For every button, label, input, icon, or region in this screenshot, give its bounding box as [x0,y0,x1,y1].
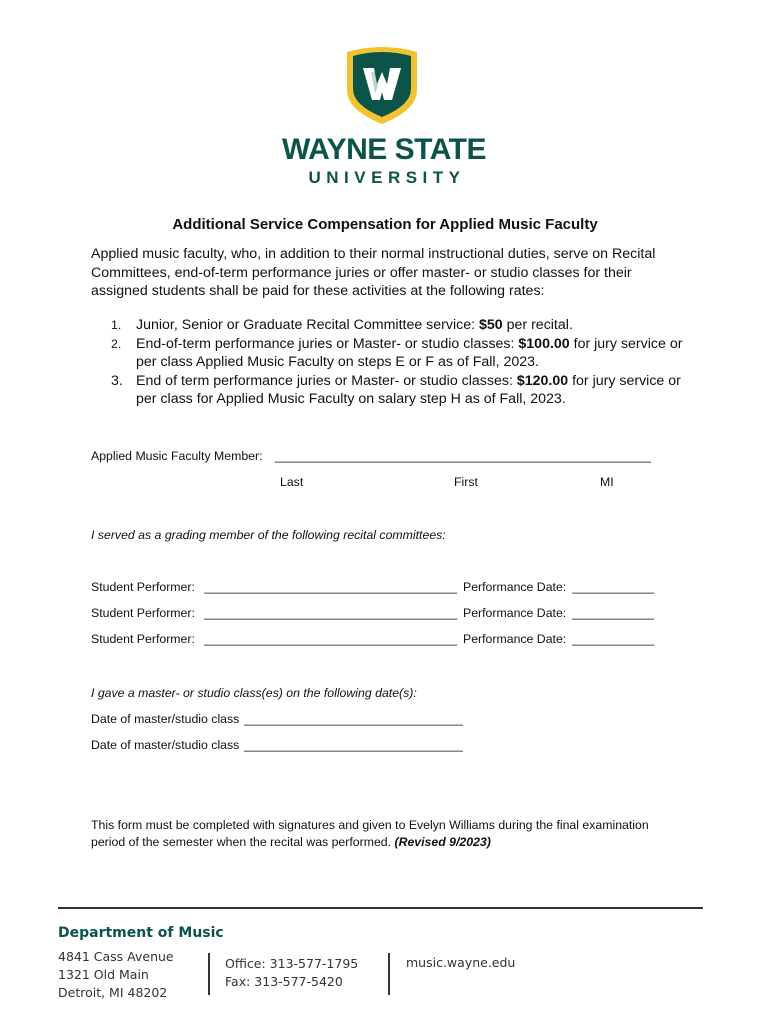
student-performer-label: Student Performer: [91,580,195,594]
rate-text: End of term performance juries or Master- or studio classes: [136,372,517,389]
rate-item [91,316,691,335]
address-line: 1321 Old Main [58,967,149,982]
master-class-heading: I gave a master- or studio class(es) on the following date(s): [91,686,417,700]
student-performer-field[interactable]: _____________________________________ [204,606,458,620]
master-class-date-field[interactable]: ________________________________ [244,738,463,752]
rate-text: for jury service or per class Applied Music Faculty on steps E or F as of Fall, 2023. [136,335,683,370]
rate-amount: $100.00 [518,335,570,352]
revised-date: (Revised 9/2023) [394,835,491,849]
first-name-caption: First [454,475,478,489]
rate-item [91,372,691,409]
rate-text: per recital. [502,317,573,333]
student-performer-field[interactable]: _____________________________________ [204,580,458,594]
rate-text: Junior, Senior or Graduate Recital Committee service: [136,317,480,333]
performance-date-label: Performance Date: [463,632,567,646]
rate-number: 2. [111,336,122,351]
footer-address [58,948,174,1002]
performance-date-label: Performance Date: [463,580,567,594]
rate-number: 3. [111,372,123,389]
wordmark-line1: WAYNE STATE [282,133,486,166]
performance-date-field[interactable]: ____________ [572,606,655,620]
wayne-state-shield-logo-icon [344,44,420,124]
master-class-date-field[interactable]: ________________________________ [244,712,463,726]
rates-list [91,316,691,409]
form-title: Additional Service Compensation for Applied Music Faculty [172,216,598,233]
department-name: Department of Music [58,925,224,941]
address-line: 4841 Cass Avenue [58,949,174,964]
performance-date-label: Performance Date: [463,606,567,620]
rate-amount: $120.00 [516,372,569,389]
office-phone: Office: 313-577-1795 [225,956,359,971]
student-performer-label: Student Performer: [91,606,195,620]
rate-text: for jury service or per class for Applied Music Faculty on salary step H as of Fall, 2023. [136,372,681,407]
rate-amount: $50 [479,317,503,333]
footer-divider [58,907,703,909]
last-name-caption: Last [280,475,304,489]
university-wordmark [276,134,492,188]
address-line: Detroit, MI 48202 [58,985,168,1000]
master-class-date-label: Date of master/studio class [91,738,240,752]
website-link[interactable]: music.wayne.edu [406,955,516,970]
rate-text: End-of-term performance juries or Master- or studio classes: [136,335,519,352]
footer-contact [225,955,358,991]
intro-paragraph: Applied music faculty, who, in addition to their normal instructional duties, serve on Recital Committees, end-of-term performance juries or offer master- or studio classes for their assigned students shall be paid for these activities at the following rates: [91,246,656,299]
fax-number: Fax: 313-577-5420 [225,974,343,989]
middle-initial-caption: MI [600,475,614,489]
faculty-member-field[interactable]: _______________________________________________________ [275,449,652,463]
footer-separator [208,953,210,995]
recital-heading: I served as a grading member of the following recital committees: [91,528,446,542]
rate-item [91,335,691,372]
wordmark-line2: UNIVERSITY [308,168,466,187]
footer-separator [388,953,390,995]
performance-date-field[interactable]: ____________ [572,580,655,594]
submission-note [91,817,681,851]
note-text: This form must be completed with signatures and given to Evelyn Williams during the final examination period of the semester when the recital was performed. [91,818,649,849]
faculty-member-label: Applied Music Faculty Member: [91,449,263,463]
rate-number: 1. [111,318,122,332]
performance-date-field[interactable]: ____________ [572,632,655,646]
student-performer-field[interactable]: _____________________________________ [204,632,458,646]
student-performer-label: Student Performer: [91,632,195,646]
master-class-date-label: Date of master/studio class [91,712,240,726]
